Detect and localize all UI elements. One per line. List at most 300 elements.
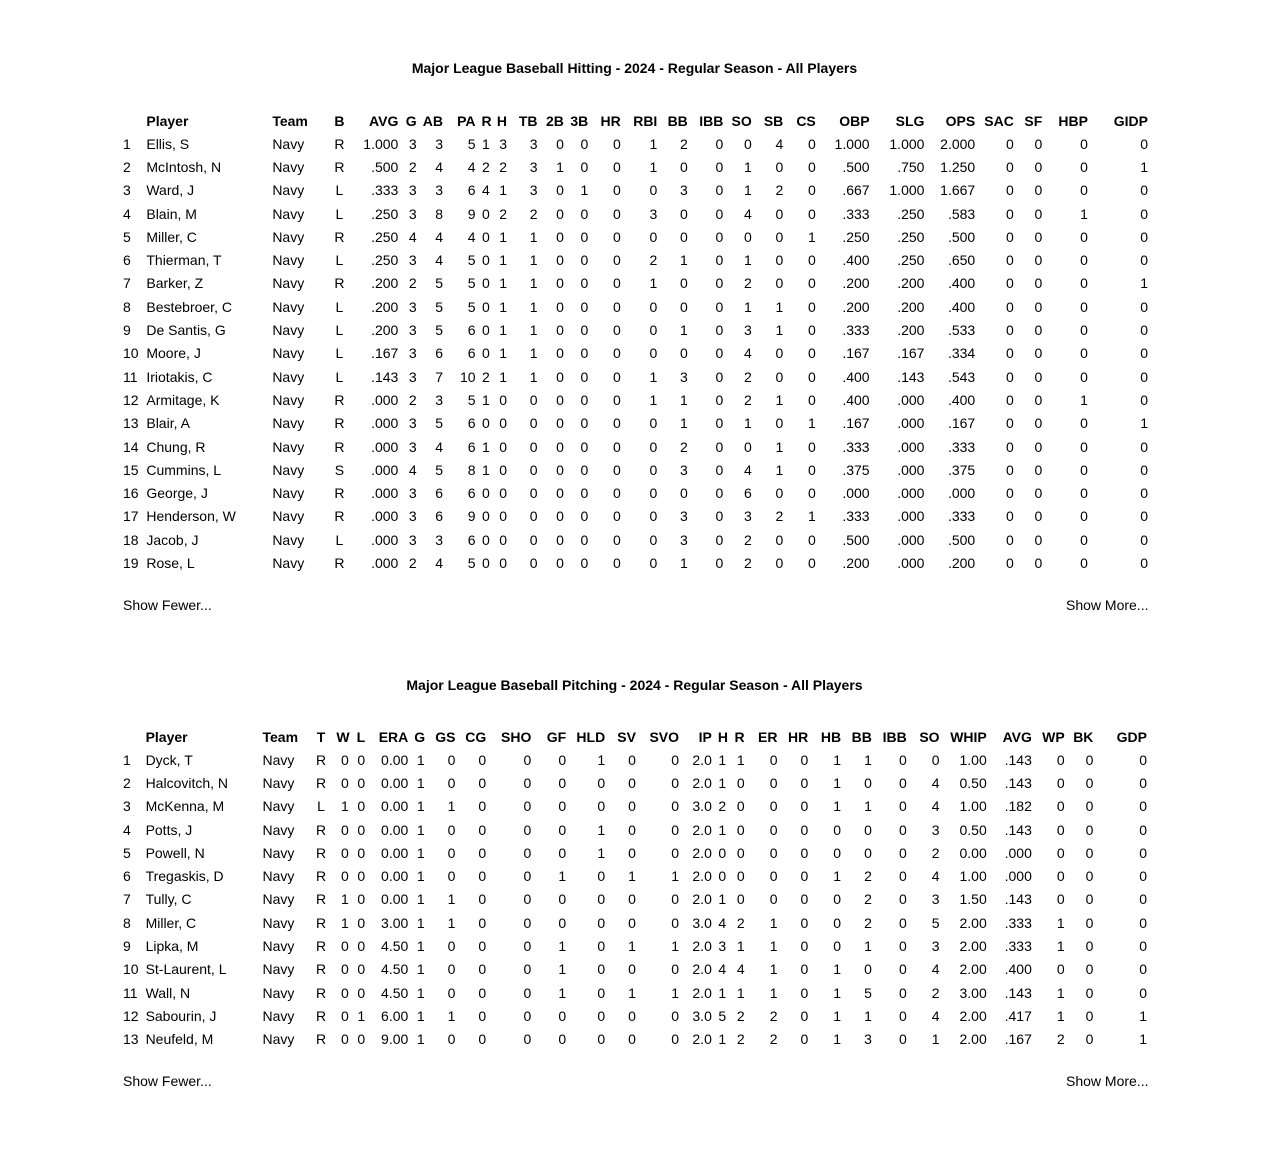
cell-t: R (315, 984, 327, 1001)
cell-pa: 4 (467, 228, 476, 245)
cell-b: R (334, 438, 345, 455)
cell-cs: 0 (807, 158, 816, 175)
cell-h: 2 (718, 798, 727, 815)
cell-ab: 4 (435, 158, 444, 175)
cell-cs: 0 (807, 554, 816, 571)
cell-rbi: 0 (649, 531, 658, 548)
cell-rank: 12 (123, 391, 139, 408)
cell-b: L (335, 368, 344, 385)
cell-era: 0.00 (381, 751, 409, 768)
cell-sac: 0 (1006, 391, 1014, 408)
hitting-col-header-r: R (481, 113, 492, 129)
cell-team: Navy (262, 938, 295, 955)
cell-avg: .000 (371, 508, 399, 525)
cell-gdp: 0 (1139, 984, 1147, 1001)
hitting-show-more-link[interactable]: Show More... (1066, 597, 1149, 613)
cell-team: Navy (262, 1031, 295, 1048)
cell-g: 3 (408, 485, 417, 502)
cell-3b: 0 (580, 415, 589, 432)
cell-g: 1 (416, 868, 425, 885)
cell-rank: 13 (123, 1031, 139, 1048)
cell-team: Navy (272, 461, 305, 478)
cell-so: 5 (931, 914, 940, 931)
cell-gidp: 0 (1140, 461, 1148, 478)
cell-svo: 1 (671, 938, 680, 955)
cell-h: 1 (718, 984, 727, 1001)
cell-sb: 0 (775, 368, 784, 385)
cell-team: Navy (272, 508, 305, 525)
cell-sf: 0 (1034, 508, 1043, 525)
cell-hr: 0 (800, 938, 809, 955)
cell-g: 3 (408, 252, 417, 269)
cell-ab: 3 (435, 531, 444, 548)
cell-so: 0 (743, 438, 752, 455)
cell-tb: 1 (529, 228, 538, 245)
cell-pa: 6 (467, 415, 476, 432)
player-name-cell: Ward, J (146, 182, 195, 199)
cell-rank: 2 (123, 774, 131, 791)
table-row (120, 1004, 1150, 1027)
cell-2b: 0 (556, 368, 564, 385)
cell-wp: 0 (1056, 821, 1065, 838)
cell-slg: .167 (897, 345, 925, 362)
cell-bb: 3 (680, 182, 688, 199)
cell-team: Navy (262, 914, 295, 931)
cell-so: 4 (931, 798, 940, 815)
cell-g: 3 (408, 368, 417, 385)
cell-avg: .250 (371, 205, 399, 222)
cell-2b: 0 (556, 415, 564, 432)
cell-gidp: 0 (1140, 322, 1148, 339)
cell-wp: 1 (1056, 984, 1065, 1001)
player-name-cell: Blair, A (146, 415, 190, 432)
pitching-col-header-bk: BK (1073, 729, 1094, 745)
cell-era: 3.00 (381, 914, 409, 931)
cell-obp: .200 (842, 298, 870, 315)
cell-cs: 0 (807, 485, 816, 502)
cell-hbp: 0 (1080, 485, 1088, 502)
cell-ibb: 0 (898, 774, 907, 791)
pitching-show-more-link[interactable]: Show More... (1066, 1073, 1149, 1089)
cell-sf: 0 (1034, 485, 1043, 502)
cell-avg: .000 (371, 391, 399, 408)
cell-rank: 3 (123, 182, 131, 199)
cell-ibb: 0 (898, 844, 907, 861)
hitting-col-header-pa: PA (457, 113, 476, 129)
cell-rank: 1 (123, 135, 131, 152)
cell-obp: .200 (842, 554, 870, 571)
cell-g: 3 (408, 438, 417, 455)
cell-cs: 0 (807, 391, 816, 408)
cell-hr: 0 (612, 275, 621, 292)
cell-hr: 0 (800, 798, 809, 815)
cell-b: L (335, 345, 344, 362)
cell-w: 1 (341, 891, 349, 908)
cell-gf: 1 (558, 868, 567, 885)
cell-w: 0 (341, 844, 349, 861)
cell-rbi: 3 (649, 205, 658, 222)
cell-gidp: 0 (1140, 438, 1148, 455)
cell-r: 1 (481, 135, 490, 152)
cell-bb: 0 (680, 275, 688, 292)
cell-ops: .400 (947, 298, 976, 315)
cell-hb: 1 (833, 961, 842, 978)
cell-ibb: 0 (715, 554, 724, 571)
cell-wp: 0 (1056, 751, 1065, 768)
cell-ibb: 0 (715, 298, 724, 315)
pitching-col-header-h: H (717, 729, 728, 745)
player-name-cell: Blain, M (146, 205, 197, 222)
cell-sac: 0 (1006, 554, 1014, 571)
cell-team: Navy (262, 821, 295, 838)
cell-h: 0 (499, 415, 508, 432)
table-row (120, 748, 1150, 771)
pitching-col-header-ip: IP (698, 729, 712, 745)
cell-gdp: 0 (1139, 938, 1147, 955)
cell-gidp: 0 (1140, 135, 1148, 152)
cell-hbp: 0 (1080, 322, 1088, 339)
table-row (120, 202, 1151, 225)
cell-g: 2 (408, 554, 417, 571)
cell-b: R (334, 415, 345, 432)
cell-wp: 0 (1056, 891, 1065, 908)
cell-w: 0 (341, 984, 349, 1001)
cell-2b: 0 (556, 228, 564, 245)
cell-team: Navy (262, 751, 295, 768)
hitting-table (120, 110, 1151, 575)
cell-ibb: 0 (898, 891, 907, 908)
cell-ops: .334 (947, 345, 976, 362)
cell-ab: 3 (435, 391, 444, 408)
cell-ibb: 0 (715, 182, 724, 199)
cell-gdp: 1 (1139, 1007, 1147, 1024)
cell-l: 0 (357, 1031, 366, 1048)
cell-gdp: 0 (1139, 844, 1147, 861)
cell-rbi: 1 (649, 158, 658, 175)
cell-sv: 1 (628, 938, 636, 955)
cell-team: Navy (272, 252, 305, 269)
table-row (120, 272, 1151, 295)
table-row (120, 481, 1151, 504)
cell-3b: 0 (580, 485, 589, 502)
table-row (120, 435, 1151, 458)
cell-hr: 0 (612, 252, 621, 269)
cell-rank: 9 (123, 322, 131, 339)
cell-pa: 5 (467, 554, 476, 571)
cell-gs: 1 (447, 914, 456, 931)
cell-hr: 0 (612, 485, 621, 502)
cell-t: R (315, 844, 327, 861)
cell-er: 0 (769, 798, 778, 815)
cell-obp: .667 (842, 182, 870, 199)
cell-avg: .333 (371, 182, 399, 199)
cell-ops: .400 (947, 391, 976, 408)
cell-cs: 0 (807, 182, 816, 199)
cell-so: 4 (743, 205, 752, 222)
cell-r: 0 (481, 485, 490, 502)
table-row (120, 888, 1150, 911)
cell-pa: 6 (467, 322, 476, 339)
cell-w: 0 (341, 751, 349, 768)
cell-gf: 0 (558, 751, 567, 768)
cell-ops: 1.667 (940, 182, 976, 199)
cell-ibb: 0 (715, 438, 724, 455)
cell-sho: 0 (523, 844, 532, 861)
cell-gs: 0 (447, 774, 456, 791)
cell-sf: 0 (1034, 182, 1043, 199)
cell-sf: 0 (1034, 252, 1043, 269)
cell-team: Navy (272, 554, 305, 571)
cell-sho: 0 (523, 961, 532, 978)
cell-ops: .167 (947, 415, 976, 432)
cell-2b: 0 (556, 508, 564, 525)
cell-hbp: 0 (1080, 368, 1088, 385)
cell-avg: .000 (1004, 868, 1032, 885)
cell-team: Navy (262, 844, 295, 861)
cell-ab: 3 (435, 135, 444, 152)
cell-hr: 0 (800, 984, 809, 1001)
cell-bb: 2 (680, 438, 688, 455)
cell-pa: 6 (467, 182, 476, 199)
cell-rank: 5 (123, 228, 131, 245)
cell-ab: 6 (435, 345, 444, 362)
cell-rbi: 0 (649, 508, 658, 525)
cell-sac: 0 (1006, 228, 1014, 245)
table-row (120, 155, 1151, 178)
cell-er: 0 (769, 891, 778, 908)
cell-hr: 0 (800, 751, 809, 768)
cell-bb: 1 (864, 1007, 872, 1024)
cell-pa: 4 (467, 158, 476, 175)
cell-cg: 0 (478, 821, 487, 838)
cell-r: 0 (481, 298, 490, 315)
cell-r: 1 (736, 984, 745, 1001)
hitting-show-fewer-link[interactable]: Show Fewer... (123, 597, 212, 613)
cell-ops: .543 (947, 368, 976, 385)
cell-sv: 0 (628, 891, 636, 908)
cell-w: 0 (341, 868, 349, 885)
cell-obp: .500 (842, 531, 870, 548)
cell-svo: 0 (671, 1031, 680, 1048)
cell-ibb: 0 (715, 205, 724, 222)
cell-so: 0 (743, 228, 752, 245)
cell-ip: 2.0 (692, 868, 712, 885)
cell-r: 2 (481, 368, 490, 385)
hitting-col-header-bb: BB (667, 113, 688, 129)
cell-ibb: 0 (715, 508, 724, 525)
cell-l: 1 (357, 1007, 366, 1024)
cell-h: 0 (499, 554, 508, 571)
cell-rank: 12 (123, 1007, 139, 1024)
player-name-cell: St-Laurent, L (145, 961, 227, 978)
cell-cs: 0 (807, 461, 816, 478)
cell-sf: 0 (1034, 438, 1043, 455)
cell-gidp: 1 (1140, 158, 1148, 175)
cell-hld: 1 (597, 821, 606, 838)
cell-er: 1 (769, 984, 778, 1001)
cell-ab: 3 (435, 182, 444, 199)
cell-gf: 0 (558, 821, 567, 838)
cell-cs: 0 (807, 368, 816, 385)
pitching-show-fewer-link[interactable]: Show Fewer... (123, 1073, 212, 1089)
cell-gidp: 0 (1140, 252, 1148, 269)
table-row (120, 318, 1151, 341)
cell-gidp: 0 (1140, 182, 1148, 199)
cell-r: 0 (481, 275, 490, 292)
cell-hr: 0 (612, 322, 621, 339)
player-name-cell: Sabourin, J (145, 1007, 217, 1024)
cell-gs: 0 (447, 961, 456, 978)
cell-hb: 0 (833, 844, 842, 861)
cell-w: 0 (341, 1031, 349, 1048)
cell-g: 1 (416, 821, 425, 838)
cell-slg: .000 (897, 391, 925, 408)
cell-bk: 0 (1085, 984, 1094, 1001)
cell-bb: 0 (680, 345, 688, 362)
cell-gdp: 0 (1139, 961, 1147, 978)
cell-so: 2 (931, 844, 940, 861)
cell-avg: .250 (371, 252, 399, 269)
cell-h: 3 (499, 135, 508, 152)
cell-bb: 0 (680, 205, 688, 222)
table-row (120, 342, 1151, 365)
pitching-col-header-team: Team (262, 729, 299, 745)
cell-avg: .000 (371, 438, 399, 455)
cell-g: 2 (408, 275, 417, 292)
hitting-col-header-cs: CS (796, 113, 816, 129)
cell-r: 2 (736, 1031, 745, 1048)
cell-r: 1 (481, 461, 490, 478)
cell-tb: 0 (529, 485, 538, 502)
cell-team: Navy (272, 298, 305, 315)
cell-hb: 1 (833, 798, 842, 815)
cell-so: 2 (743, 554, 752, 571)
cell-slg: .200 (897, 275, 925, 292)
cell-gidp: 0 (1140, 205, 1148, 222)
cell-wp: 0 (1056, 798, 1065, 815)
cell-so: 2 (743, 368, 752, 385)
cell-ops: 1.250 (940, 158, 976, 175)
cell-ibb: 0 (715, 275, 724, 292)
cell-ip: 3.0 (692, 1007, 712, 1024)
cell-avg: .200 (371, 275, 399, 292)
cell-cg: 0 (478, 774, 487, 791)
cell-sac: 0 (1006, 158, 1014, 175)
cell-rank: 13 (123, 415, 139, 432)
hitting-body (120, 132, 1151, 575)
cell-r: 0 (481, 415, 490, 432)
cell-h: 1 (499, 252, 508, 269)
cell-obp: .400 (842, 391, 870, 408)
cell-hr: 0 (800, 891, 809, 908)
cell-h: 1 (718, 891, 727, 908)
hitting-col-header-hbp: HBP (1058, 113, 1088, 129)
cell-bb: 3 (680, 368, 688, 385)
cell-bk: 0 (1085, 798, 1094, 815)
cell-h: 1 (499, 298, 508, 315)
cell-avg: .143 (1004, 774, 1032, 791)
cell-rbi: 1 (649, 391, 658, 408)
cell-2b: 0 (556, 322, 564, 339)
cell-hld: 0 (597, 984, 606, 1001)
cell-er: 0 (769, 751, 778, 768)
cell-cg: 0 (478, 984, 487, 1001)
cell-gs: 0 (447, 821, 456, 838)
cell-team: Navy (272, 228, 305, 245)
cell-rank: 4 (123, 205, 131, 222)
cell-bb: 0 (864, 844, 872, 861)
cell-avg: .143 (1004, 891, 1032, 908)
cell-hr: 0 (800, 844, 809, 861)
cell-l: 0 (357, 844, 366, 861)
cell-tb: 3 (529, 182, 538, 199)
cell-gdp: 0 (1139, 891, 1147, 908)
cell-sv: 0 (628, 751, 636, 768)
cell-wp: 2 (1056, 1031, 1065, 1048)
cell-pa: 6 (467, 345, 476, 362)
cell-g: 4 (408, 228, 417, 245)
pitching-col-header-so: SO (919, 729, 940, 745)
table-row (120, 795, 1150, 818)
cell-sf: 0 (1034, 415, 1043, 432)
cell-3b: 0 (580, 368, 589, 385)
cell-team: Navy (262, 798, 295, 815)
cell-ab: 5 (435, 298, 444, 315)
cell-hr: 0 (612, 554, 621, 571)
cell-hr: 0 (800, 914, 809, 931)
cell-team: Navy (272, 345, 305, 362)
pitching-col-header-hr: HR (788, 729, 809, 745)
cell-g: 1 (416, 1031, 425, 1048)
cell-avg: .000 (371, 485, 399, 502)
table-row (120, 412, 1151, 435)
cell-gidp: 0 (1140, 368, 1148, 385)
pitching-col-header-gs: GS (435, 729, 456, 745)
cell-era: 0.00 (381, 844, 409, 861)
cell-so: 2 (931, 984, 940, 1001)
cell-l: 0 (357, 914, 366, 931)
cell-h: 4 (718, 961, 727, 978)
cell-avg: .000 (371, 461, 399, 478)
cell-gidp: 0 (1140, 531, 1148, 548)
cell-rbi: 0 (649, 228, 658, 245)
cell-ibb: 0 (898, 1007, 907, 1024)
cell-h: 1 (499, 182, 508, 199)
cell-h: 0 (499, 461, 508, 478)
cell-gf: 1 (558, 961, 567, 978)
cell-sho: 0 (523, 1031, 532, 1048)
cell-l: 0 (357, 751, 366, 768)
cell-wp: 1 (1056, 938, 1065, 955)
cell-rank: 3 (123, 798, 131, 815)
cell-3b: 0 (580, 205, 589, 222)
cell-so: 1 (931, 1031, 940, 1048)
cell-avg: .400 (1004, 961, 1032, 978)
cell-b: R (334, 391, 345, 408)
cell-b: L (335, 252, 344, 269)
cell-ibb: 0 (898, 798, 907, 815)
cell-sho: 0 (523, 914, 532, 931)
hitting-col-header-sac: SAC (984, 113, 1014, 129)
cell-2b: 0 (556, 135, 564, 152)
cell-hld: 1 (597, 751, 606, 768)
player-name-cell: Moore, J (146, 345, 201, 362)
cell-ibb: 0 (715, 228, 724, 245)
cell-gf: 0 (558, 774, 567, 791)
cell-ops: .533 (947, 322, 976, 339)
cell-rank: 17 (123, 508, 139, 525)
cell-b: L (335, 298, 344, 315)
